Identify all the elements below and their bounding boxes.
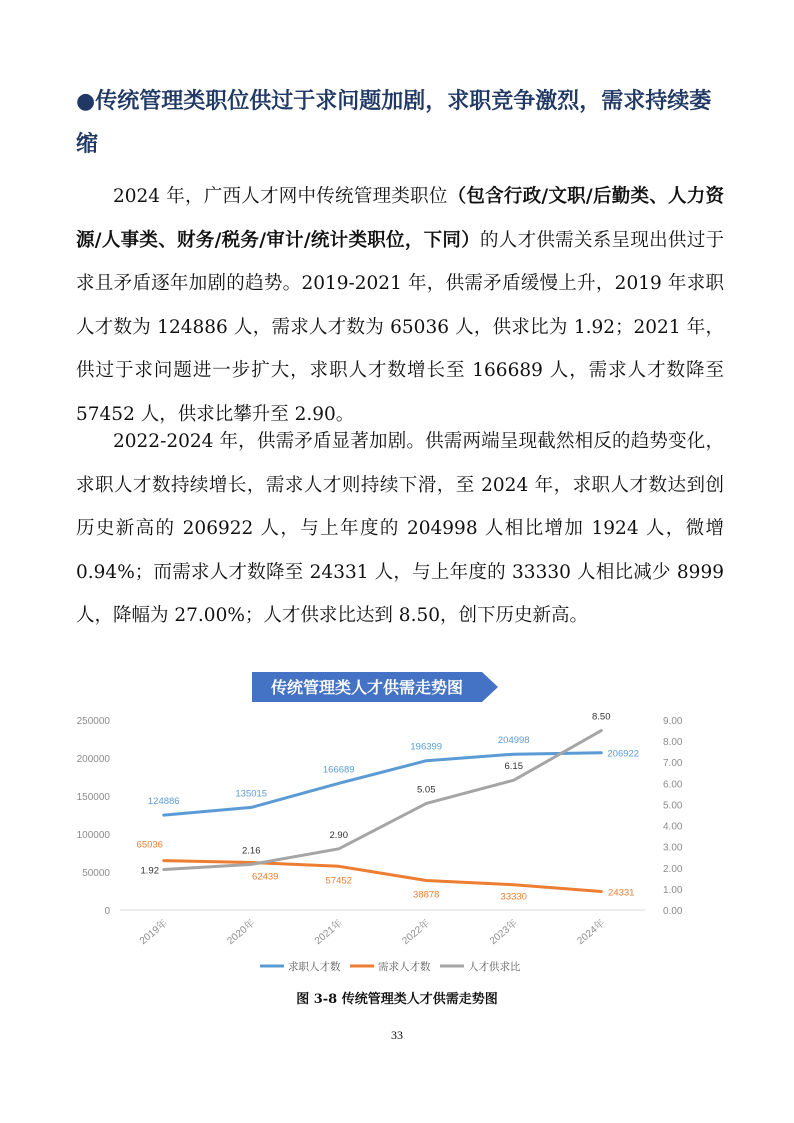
right-axis-tick-label: 5.00 — [663, 800, 683, 812]
bullet-icon: ● — [76, 89, 96, 114]
right-axis-tick-label: 1.00 — [663, 884, 683, 896]
data-label: 33330 — [500, 891, 527, 903]
data-label: 65036 — [136, 839, 163, 851]
legend-label: 求职人才数 — [288, 961, 341, 973]
right-axis-tick-label: 8.00 — [663, 737, 683, 749]
data-label: 8.50 — [592, 711, 611, 723]
left-axis-tick-label: 250000 — [76, 716, 110, 727]
section-heading-text: 传统管理类职位供过于求问题加剧，求职竞争激烈，需求持续萎缩 — [76, 89, 712, 157]
category-label: 2024年 — [575, 917, 608, 948]
legend-label: 需求人才数 — [378, 961, 431, 973]
series-line-1 — [164, 753, 602, 815]
data-label: 1.92 — [140, 865, 159, 877]
data-label: 24331 — [608, 887, 635, 899]
paragraph-1-bold: （包含行政/文职/后勤类、人力资源/人事类、财务/税务/审计/统计类职位，下同） — [76, 186, 725, 251]
data-label: 6.15 — [504, 761, 523, 773]
right-axis-tick-label: 6.00 — [663, 779, 683, 791]
right-axis-tick-label: 7.00 — [663, 758, 683, 770]
paragraph-1 — [76, 175, 724, 436]
paragraph-1-lead: 2024 年，广西人才网中传统管理类职位 — [113, 186, 448, 207]
right-axis-tick-label: 0.00 — [663, 906, 683, 917]
data-label: 166689 — [322, 764, 355, 776]
left-axis-tick-label: 50000 — [82, 868, 110, 879]
data-label: 57452 — [325, 875, 352, 887]
series-line-3 — [164, 731, 602, 870]
category-label: 2023年 — [487, 917, 520, 948]
right-axis-tick-label: 9.00 — [663, 716, 683, 727]
data-label: 135015 — [235, 788, 268, 800]
supply-demand-chart — [60, 668, 700, 988]
page-number: 33 — [391, 1028, 403, 1042]
left-axis-tick-label: 200000 — [76, 754, 110, 765]
data-label: 38878 — [413, 889, 440, 901]
left-axis-tick-label: 0 — [104, 906, 110, 917]
left-axis-tick-label: 100000 — [76, 830, 110, 841]
data-label: 62439 — [252, 871, 279, 883]
data-label: 204998 — [497, 735, 530, 747]
figure-caption: 图 3-8 传统管理类人才供需走势图 — [296, 992, 498, 1007]
data-label: 124886 — [147, 796, 180, 808]
paragraph-1-rest: 的人才供需关系呈现出供过于求且矛盾逐年加剧的趋势。2019-2021 年，供需矛盾缓慢上升，2019 年求职人才数为 124886 人，需求人才数为 65036 人，供求比为 1.92；2021 年，供过于求问题进一步扩大，求职人才数增长至 166689 人，需求人才数降至 57452 人，供求比攀升至 2.90。 — [76, 229, 724, 425]
category-label: 2021年 — [312, 917, 345, 948]
category-label: 2019年 — [137, 917, 170, 948]
right-axis-tick-label: 4.00 — [663, 821, 683, 833]
right-axis-tick-label: 3.00 — [663, 842, 683, 854]
legend-label: 人才供求比 — [468, 961, 521, 973]
data-label: 2.90 — [329, 829, 348, 841]
data-label: 5.05 — [417, 784, 436, 796]
category-label: 2020年 — [225, 917, 258, 948]
category-label: 2022年 — [400, 917, 433, 948]
left-axis-tick-label: 150000 — [76, 792, 110, 803]
chart-title: 传统管理类人才供需走势图 — [270, 678, 464, 697]
data-label: 196399 — [410, 741, 443, 753]
data-label: 2.16 — [242, 845, 261, 857]
paragraph-2: 2022-2024 年，供需矛盾显著加剧。供需两端呈现截然相反的趋势变化，求职人才数持续增长，需求人才则持续下滑，至 2024 年，求职人才数达到创历史新高的 206922 人，与上年度的 204998 人相比增加 1924 人，微增 0.94%；而需求人才数降至 24331 人，与上年度的 33330 人相比减少 8999 人，降幅为 27.00%；人才供求比达到 8.50，创下历史新高。 — [76, 431, 724, 626]
section-heading — [76, 80, 724, 166]
data-label: 206922 — [607, 748, 640, 760]
right-axis-tick-label: 2.00 — [663, 863, 683, 875]
